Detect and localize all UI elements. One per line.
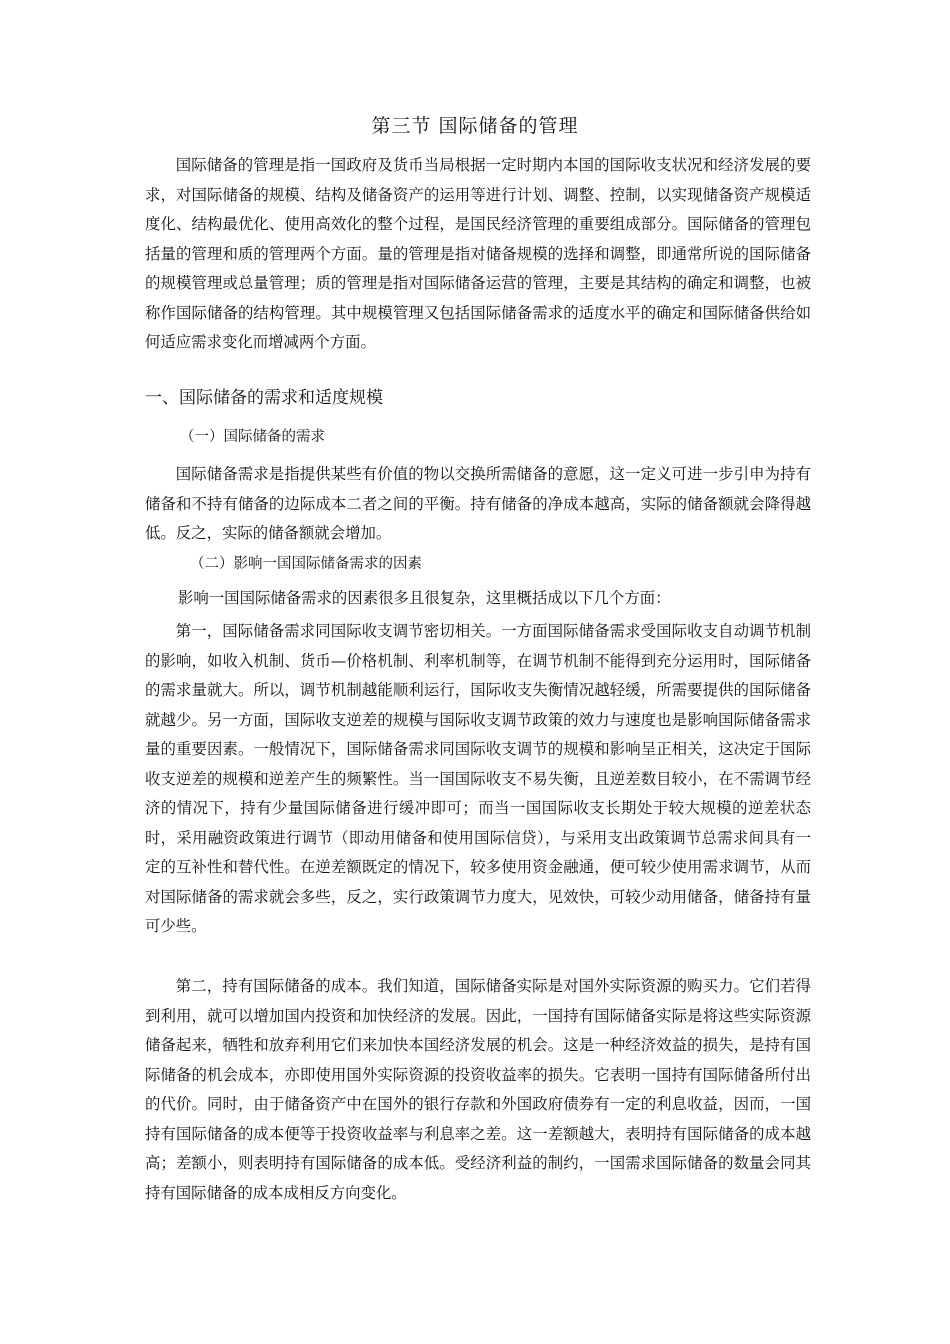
- factors-lead-line: 影响一国国际储备需求的因素很多且很复杂，这里概括成以下几个方面：: [178, 589, 671, 607]
- subheading-reserve-demand: （一）国际储备的需求: [180, 429, 325, 445]
- factor-one-paragraph: [145, 617, 811, 942]
- intro-text: 国际储备的管理是指一国政府及货币当局根据一定时期内本国的国际收支状况和经济发展的要求，对国际储备的规模、结构及储备资产的运用等进行计划、调整、控制，以实现储备资产规模适度化、结构最优化、使用高效化的整个过程，是国民经济管理的重要组成部分。国际储备的管理包括量的管理和质的管理两个方面。量的管理是指对储备规模的选择和调整，即通常所说的国际储备的规模管理或总量管理；质的管理是指对国际储备运营的管理，主要是其结构的确定和调整，也被称作国际储备的结构管理。其中规模管理又包括国际储备需求的适度水平的确定和国际储备供给如何适应需求变化而增减两个方面。: [145, 156, 811, 351]
- reserve-demand-paragraph: [145, 460, 811, 549]
- reserve-demand-text: 国际储备需求是指提供某些有价值的物以交换所需储备的意愿，这一定义可进一步引申为持有储备和不持有储备的边际成本二者之间的平衡。持有储备的净成本越高，实际的储备额就会降得越低。反之，实际的储备额就会增加。: [145, 465, 811, 542]
- factor-two-paragraph: [145, 972, 811, 1208]
- subheading-demand-factors: （二）影响一国国际储备需求的因素: [190, 556, 422, 572]
- intro-paragraph: [145, 151, 811, 358]
- factor-one-text: 第一，国际储备需求同国际收支调节密切相关。一方面国际储备需求受国际收支自动调节机制的影响，如收入机制、货币—价格机制、利率机制等，在调节机制不能得到充分运用时，国际储备的需求量就大。所以，调节机制越能顺利运行，国际收支失衡情况越轻缓，所需要提供的国际储备就越少。另一方面，国际收支逆差的规模与国际收支调节政策的效力与速度也是影响国际储备需求量的重要因素。一般情况下，国际储备需求同国际收支调节的规模和影响呈正相关，这决定于国际收支逆差的规模和逆差产生的频繁性。当一国国际收支不易失衡，且逆差数目较小，在不需调节经济的情况下，持有少量国际储备进行缓冲即可；而当一国国际收支长期处于较大规模的逆差状态时，采用融资政策进行调节（即动用储备和使用国际信贷），与采用支出政策调节总需求间具有一定的互补性和替代性。在逆差额既定的情况下，较多使用资金融通，便可较少使用需求调节，从而对国际储备的需求就会多些，反之，实行政策调节力度大，见效快，可较少动用储备，储备持有量可少些。: [145, 622, 811, 935]
- section-title: 第三节 国际储备的管理: [371, 115, 579, 137]
- heading-demand-and-scale: 一、国际储备的需求和适度规模: [145, 388, 383, 408]
- factor-two-text: 第二，持有国际储备的成本。我们知道，国际储备实际是对国外实际资源的购买力。它们若得到利用，就可以增加国内投资和加快经济的发展。因此，一国持有国际储备实际是将这些实际资源储备起来，牺牲和放弃利用它们来加快本国经济发展的机会。这是一种经济效益的损失，是持有国际储备的机会成本，亦即使用国外实际资源的投资收益率的损失。它表明一国持有国际储备所付出的代价。同时，由于储备资产中在国外的银行存款和外国政府债券有一定的利息收益，因而，一国持有国际储备的成本便等于投资收益率与利息率之差。这一差额越大，表明持有国际储备的成本越高；差额小，则表明持有国际储备的成本低。受经济利益的制约，一国需求国际储备的数量会同其持有国际储备的成本成相反方向变化。: [145, 977, 811, 1202]
